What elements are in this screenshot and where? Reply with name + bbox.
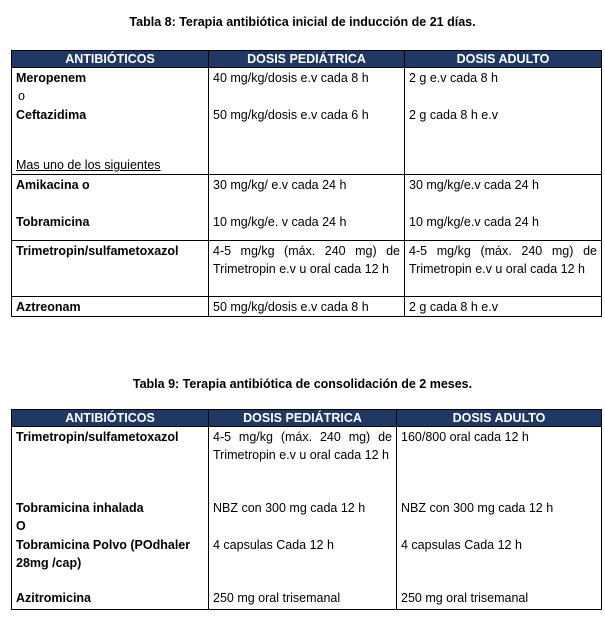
table-row [12, 535, 602, 588]
adult-dose: 4-5 mg/kg (máx. 240 mg) de Trimetropin e.v u oral cada 12 h [405, 241, 602, 297]
table-row [12, 241, 602, 297]
drug-name: Trimetropin/sulfametoxazol [16, 244, 179, 258]
adult-dose: 30 mg/kg/e.v cada 24 h [405, 175, 602, 213]
drug-name: Meropenem [16, 71, 87, 85]
table-row [12, 588, 602, 610]
drug-name: Azitromicina [16, 591, 92, 605]
header-antibioticos: ANTIBIÓTICOS [12, 51, 209, 68]
table-row [12, 105, 602, 126]
header-dosis-adulto: DOSIS ADULTO [397, 410, 602, 427]
drug-name: Tobramicina Polvo (POdhaler 28mg /cap) [16, 538, 191, 570]
table-row [12, 212, 602, 241]
pediatric-dose: 50 mg/kg/dosis e.v cada 8 h [209, 297, 405, 317]
header-dosis-adulto: DOSIS ADULTO [405, 51, 602, 68]
drug-name: Trimetropin/sulfametoxazol [16, 430, 179, 444]
adult-dose: 2 g cada 8 h e.v [405, 105, 602, 126]
drug-name: Tobramicina [16, 215, 90, 229]
pediatric-dose: 4 capsulas Cada 12 h [209, 535, 397, 588]
pediatric-dose: 4-5 mg/kg (máx. 240 mg) de Trimetropin e.v u oral cada 12 h [209, 241, 405, 297]
pediatric-dose: NBZ con 300 mg cada 12 h [209, 498, 397, 535]
table-9-header-row [12, 410, 602, 427]
adult-dose: 2 g e.v cada 8 h [405, 68, 602, 106]
adult-dose: 250 mg oral trisemanal [397, 588, 602, 610]
table-row [12, 297, 602, 317]
adult-dose: 4 capsulas Cada 12 h [397, 535, 602, 588]
drug-name: Tobramicina inhalada [16, 501, 144, 515]
table-9-caption: Tabla 9: Terapia antibiótica de consolidación de 2 meses. [132, 377, 473, 391]
table-row [12, 427, 602, 499]
adult-dose: 160/800 oral cada 12 h [397, 427, 602, 499]
drug-name: Aztreonam [16, 300, 81, 314]
adult-dose: 10 mg/kg/e.v cada 24 h [405, 212, 602, 241]
table-row [12, 175, 602, 213]
header-antibioticos: ANTIBIÓTICOS [12, 410, 209, 427]
table-8-header-row [12, 51, 602, 68]
connector-text: o [18, 89, 25, 103]
header-dosis-pediatrica: DOSIS PEDIÁTRICA [209, 51, 405, 68]
pediatric-dose: 50 mg/kg/dosis e.v cada 6 h [209, 105, 405, 126]
drug-name: Ceftazidima [16, 108, 87, 122]
pediatric-dose: 40 mg/kg/dosis e.v cada 8 h [209, 68, 405, 106]
table-8 [11, 50, 602, 317]
pediatric-dose: 4-5 mg/kg (máx. 240 mg) de Trimetropin e.v u oral cada 12 h [209, 427, 397, 499]
connector-text: O [16, 519, 26, 533]
table-row [12, 498, 602, 535]
table-9 [11, 409, 602, 610]
pediatric-dose: 30 mg/kg/ e.v cada 24 h [209, 175, 405, 213]
header-dosis-pediatrica: DOSIS PEDIÁTRICA [209, 410, 397, 427]
table-8-caption: Tabla 8: Terapia antibiótica inicial de inducción de 21 días. [129, 15, 476, 29]
pediatric-dose: 10 mg/kg/e. v cada 24 h [209, 212, 405, 241]
separator-text: Mas uno de los siguientes [16, 158, 161, 172]
table-row [12, 126, 602, 175]
table-row [12, 68, 602, 106]
adult-dose: NBZ con 300 mg cada 12 h [397, 498, 602, 535]
pediatric-dose: 250 mg oral trisemanal [209, 588, 397, 610]
adult-dose: 2 g cada 8 h e.v [405, 297, 602, 317]
drug-name: Amikacina o [16, 178, 90, 192]
